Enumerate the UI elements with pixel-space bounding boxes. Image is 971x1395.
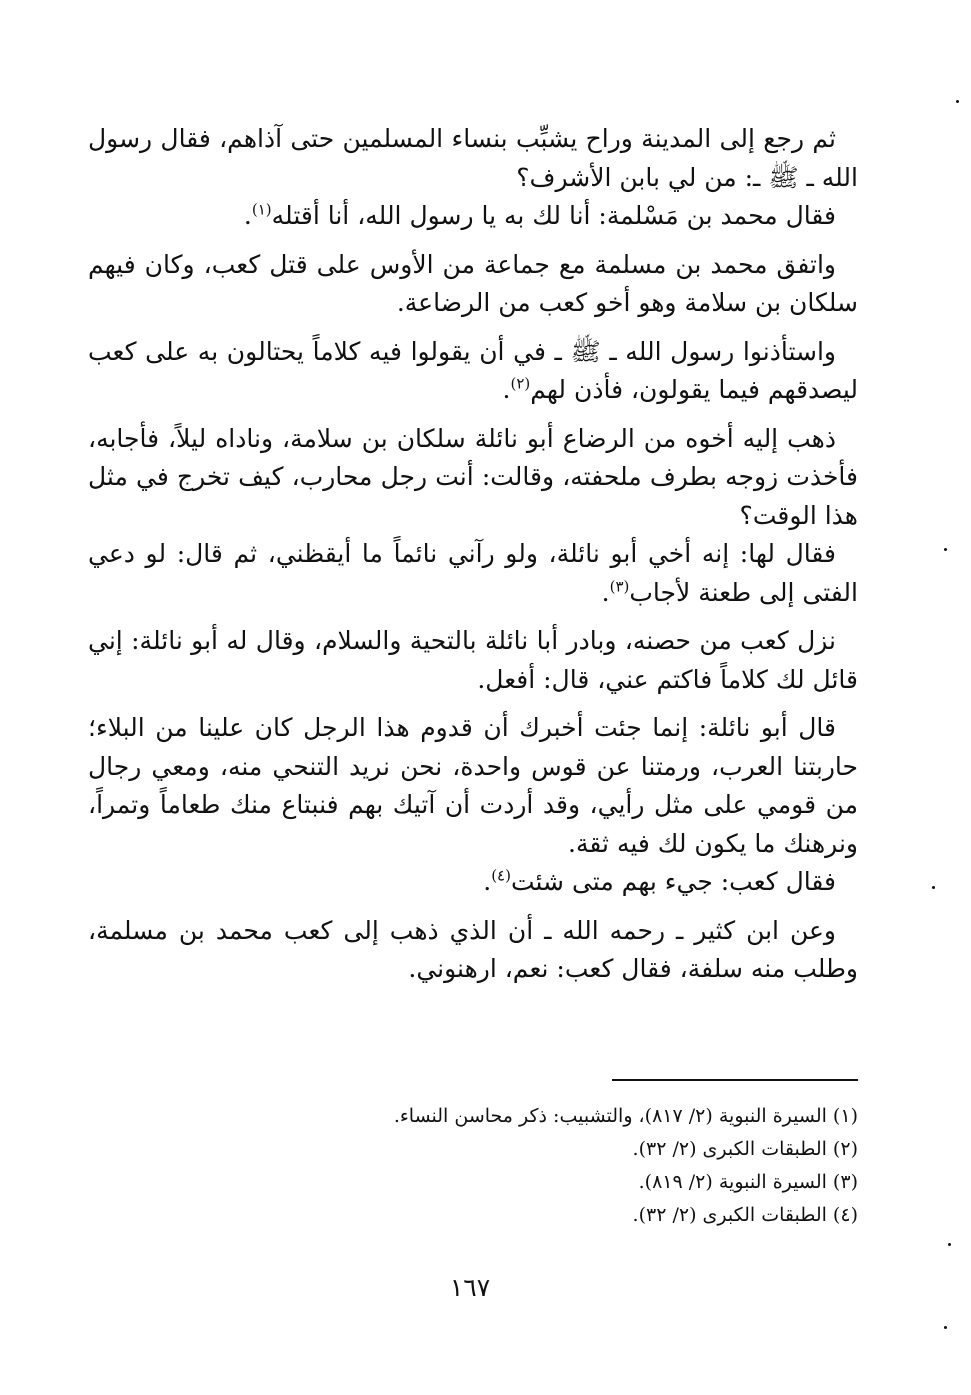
paragraph [88, 622, 858, 699]
paragraph-text: فقال لها: إنه أخي أبو نائلة، ولو رآني نائماً ما أيقظني، ثم قال: لو دعي الفتى إلى طعنة لأجاب [88, 539, 858, 607]
scan-speck [944, 1326, 947, 1329]
paragraph [88, 535, 858, 612]
paragraph-text: فقال محمد بن مَسْلمة: أنا لك به يا رسول الله، أنا أقتله [271, 201, 836, 230]
scan-speck [956, 100, 959, 103]
paragraph-text: ثم رجع إلى المدينة وراح يشبِّب بنساء المسلمين حتى آذاهم، فقال رسول الله ـ ﷺ ـ: من لي بابن الأشرف؟ [88, 124, 858, 192]
paragraph-end: . [243, 201, 252, 230]
paragraph-text: نزل كعب من حصنه، وبادر أبا نائلة بالتحية والسلام، وقال له أبو نائلة: إني قائل لك كلاماً فاكتم عني، قال: أفعل. [88, 626, 858, 694]
main-text [88, 120, 858, 989]
footnote-separator [612, 1079, 858, 1081]
paragraph-end: . [483, 867, 492, 896]
footnote-item: (١) السيرة النبوية (٢/ ٨١٧)، والتشبيب: ذكر محاسن النساء. [393, 1105, 858, 1127]
footnote-marker: (١) [251, 200, 272, 219]
scan-speck [948, 1243, 951, 1246]
paragraph [88, 197, 858, 236]
paragraph-text: قال أبو نائلة: إنما جئت أخبرك أن قدوم هذا الرجل كان علينا من البلاء؛ حاربتنا العرب، ورمتنا عن قوس واحدة، نحن نريد التنحي منه، ومعي رجال من قومي على مثل رأيي، وقد أردت أن آتيك بهم فنبتاع منك طعاماً وتمراً، ونرهنك ما يكون لك فيه ثقة. [88, 713, 858, 858]
page-number: ١٦٧ [449, 1273, 491, 1302]
paragraph-text: واتفق محمد بن مسلمة مع جماعة من الأوس على قتل كعب، وكان فيهم سلكان بن سلامة وهو أخو كعب من الرضاعة. [88, 249, 858, 317]
paragraph [88, 333, 858, 410]
footnote-item: (٢) الطبقات الكبرى (٢/ ٣٢). [632, 1138, 858, 1160]
paragraph-text: واستأذنوا رسول الله ـ ﷺ ـ في أن يقولوا فيه كلاماً يحتالون به على كعب ليصدقهم فيما يقولون، فأذن لهم [88, 336, 858, 404]
paragraph-end: . [601, 577, 610, 607]
scan-speck [932, 886, 935, 889]
paragraph [88, 420, 858, 536]
paragraph [88, 246, 858, 323]
paragraph-text: فقال كعب: جيء بهم متى شئت [510, 867, 836, 896]
footnote-marker: (٣) [609, 577, 630, 596]
paragraph [88, 709, 858, 863]
paragraph-end: . [502, 375, 511, 404]
footnote-marker: (٢) [510, 374, 531, 393]
footnote-marker: (٤) [491, 866, 511, 885]
footnote-item: (٣) السيرة النبوية (٢/ ٨١٩). [638, 1171, 858, 1193]
paragraph-text: ذهب إليه أخوه من الرضاع أبو نائلة سلكان بن سلامة، وناداه ليلاً، فأجابه، فأخذت زوجه بطرف ملحفته، وقالت: أنت رجل محارب، كيف تخرج في مثل هذا الوقت؟ [88, 423, 858, 530]
scan-speck [944, 548, 947, 551]
paragraph [88, 120, 858, 197]
paragraph [88, 863, 858, 902]
footnote-item: (٤) الطبقات الكبرى (٢/ ٣٢). [632, 1204, 858, 1226]
paragraph [88, 912, 858, 989]
paragraph-text: وعن ابن كثير ـ رحمه الله ـ أن الذي ذهب إلى كعب محمد بن مسلمة، وطلب منه سلفة، فقال كعب: نعم، ارهنوني. [88, 915, 858, 983]
footnotes [88, 1100, 858, 1232]
